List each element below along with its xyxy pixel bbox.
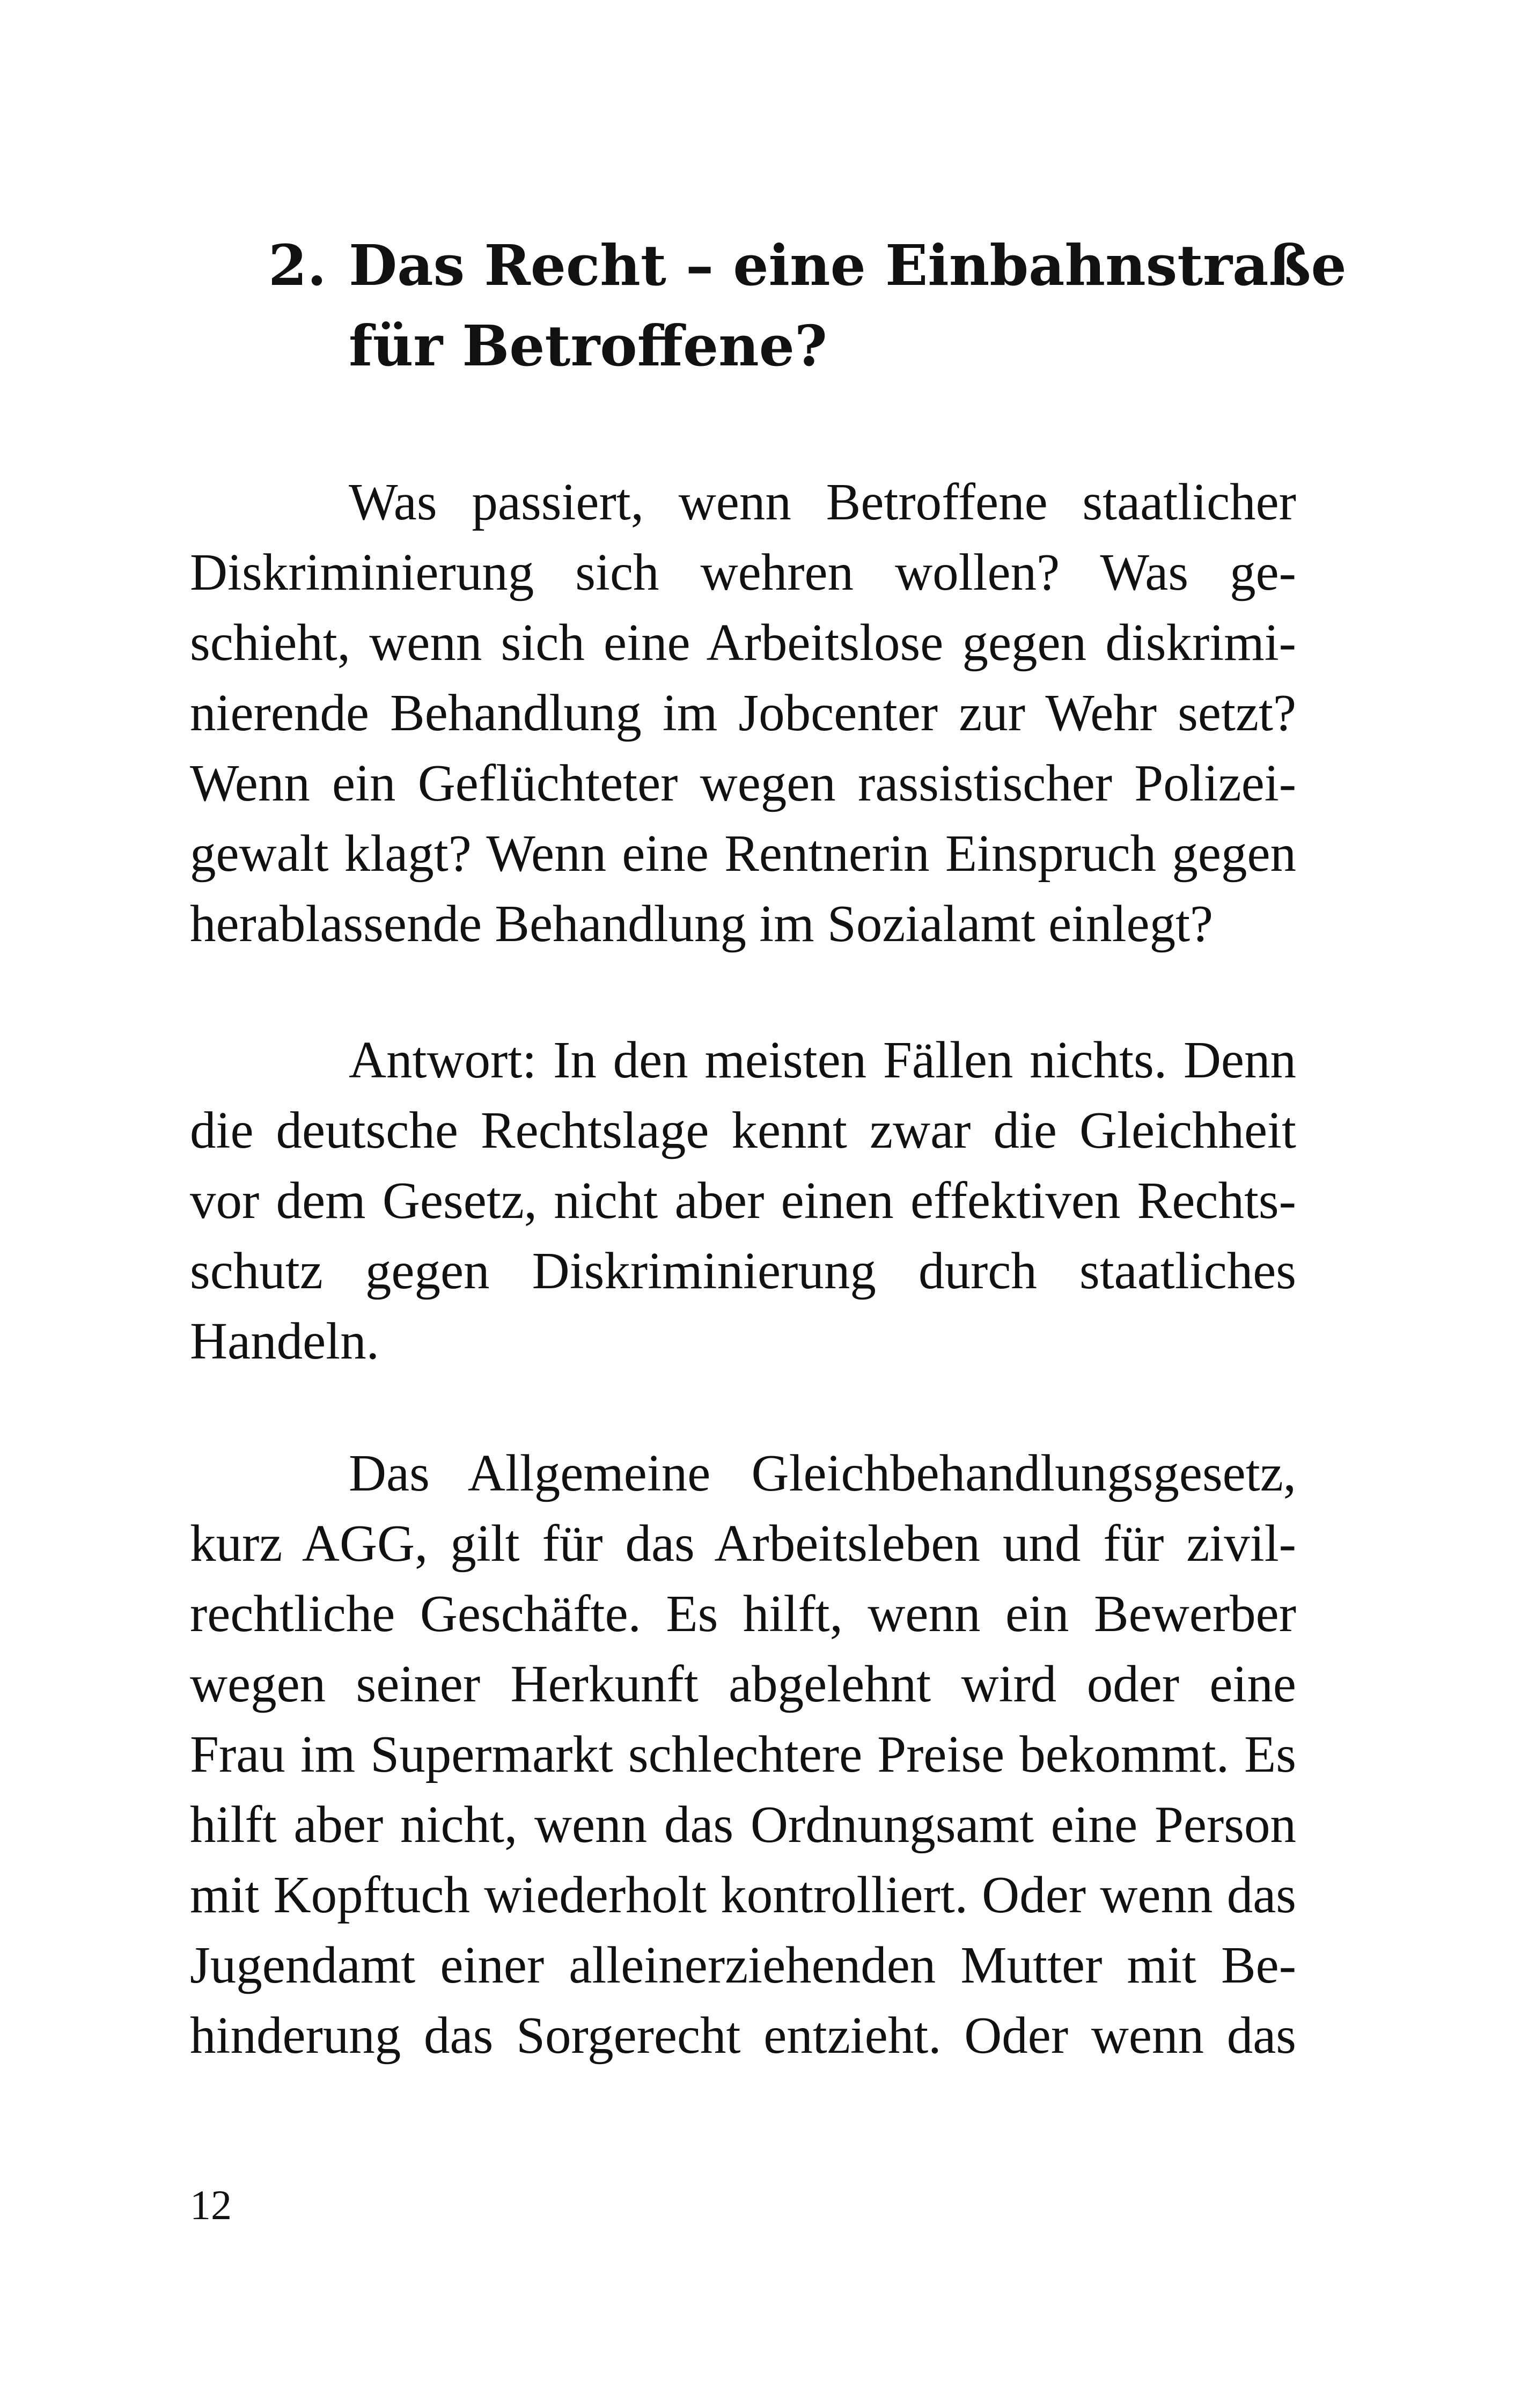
text-line: nierende Behandlung im Jobcenter zur Wehr setzt? bbox=[190, 684, 1296, 742]
text-line: wegen seiner Herkunft abgelehnt wird oder eine bbox=[190, 1655, 1296, 1713]
paragraph-1 bbox=[190, 467, 1296, 959]
paragraph-2 bbox=[190, 1025, 1296, 1376]
chapter-title-line: Das Recht – eine Einbahnstraße bbox=[349, 232, 1347, 298]
text-line: hilft aber nicht, wenn das Ordnungsamt eine Person bbox=[190, 1796, 1296, 1853]
text-line: Antwort: In den meisten Fällen nichts. Denn bbox=[349, 1031, 1296, 1089]
chapter-number: 2. bbox=[268, 232, 327, 298]
paragraph-3 bbox=[190, 1438, 1296, 2071]
text-line: Das Allgemeine Gleichbehandlungsgesetz, bbox=[349, 1444, 1296, 1502]
text-line: Wenn ein Geflüchteter wegen rassistischer Polizei- bbox=[190, 754, 1296, 812]
text-line: Frau im Supermarkt schlechtere Preise bekommt. Es bbox=[190, 1726, 1296, 1783]
text-line: gewalt klagt? Wenn eine Rentnerin Einspruch gegen bbox=[190, 825, 1296, 882]
text-line: Jugendamt einer alleinerziehenden Mutter mit Be- bbox=[190, 1936, 1296, 1994]
text-line: mit Kopftuch wiederholt kontrolliert. Oder wenn das bbox=[190, 1866, 1296, 1924]
text-line: die deutsche Rechtslage kennt zwar die Gleichheit bbox=[190, 1102, 1296, 1159]
page-number: 12 bbox=[190, 2182, 232, 2228]
chapter-title bbox=[349, 225, 1347, 386]
chapter-title-line: für Betroffene? bbox=[349, 313, 827, 379]
text-line: schutz gegen Diskriminierung durch staatliches bbox=[190, 1242, 1296, 1300]
text-line: herablassende Behandlung im Sozialamt einlegt? bbox=[190, 895, 1214, 952]
text-line: schieht, wenn sich eine Arbeitslose gegen diskrimi- bbox=[190, 614, 1296, 671]
text-line: Diskriminierung sich wehren wollen? Was ge- bbox=[190, 544, 1296, 601]
text-line: Handeln. bbox=[190, 1312, 379, 1370]
text-line: Was passiert, wenn Betroffene staatlicher bbox=[349, 473, 1296, 531]
text-line: rechtliche Geschäfte. Es hilft, wenn ein Bewerber bbox=[190, 1585, 1296, 1642]
text-line: vor dem Gesetz, nicht aber einen effektiven Rechts- bbox=[190, 1172, 1296, 1229]
text-line: kurz AGG, gilt für das Arbeitsleben und für zivil- bbox=[190, 1515, 1296, 1572]
text-line: hinderung das Sorgerecht entzieht. Oder wenn das bbox=[190, 2007, 1296, 2064]
